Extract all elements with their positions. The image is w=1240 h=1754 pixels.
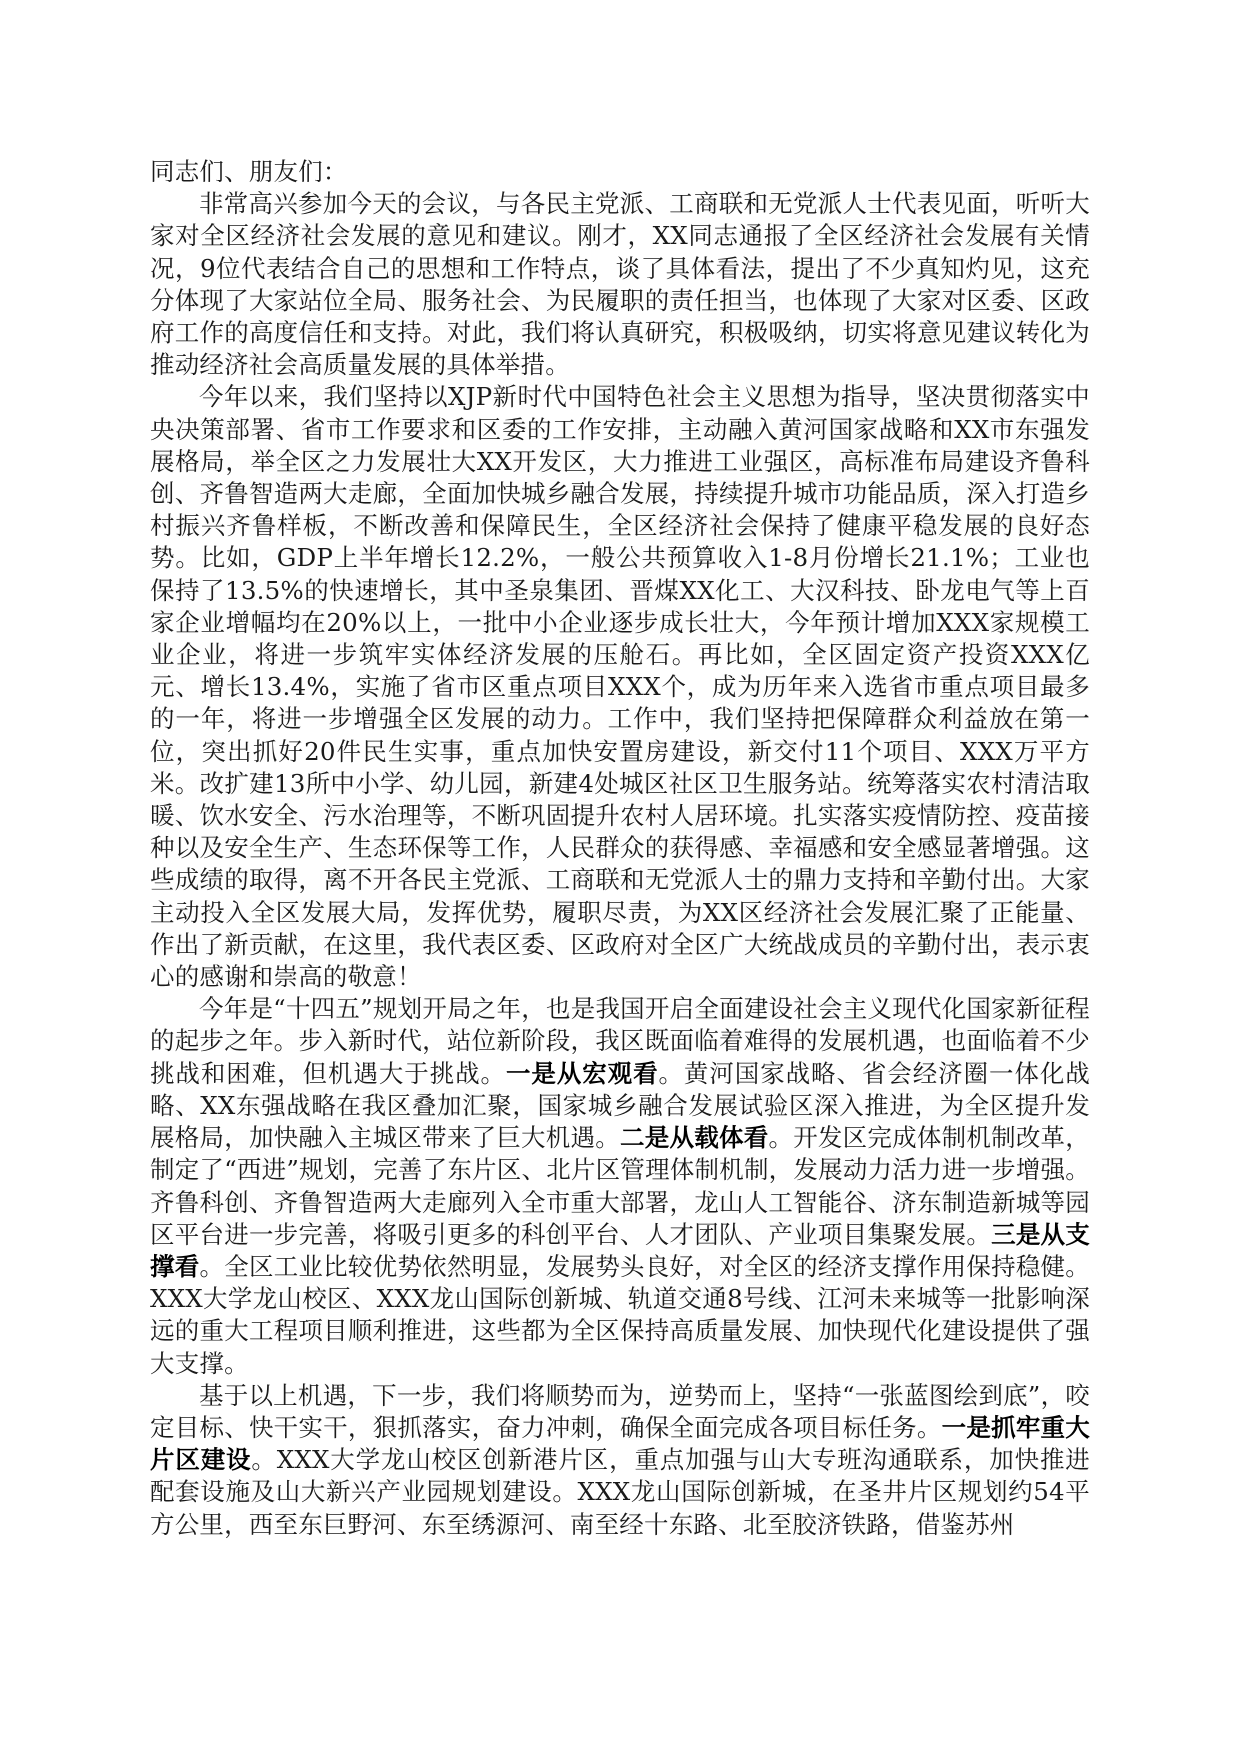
paragraph-1 — [150, 188, 1090, 381]
paragraph-4-point-district: 一是抓牢重大片区建设 — [150, 1412, 1090, 1475]
paragraph-2 — [150, 381, 1090, 993]
paragraph-4 — [150, 1380, 1090, 1541]
paragraph-3-point-macro: 一是从宏观看 — [505, 1058, 659, 1088]
paragraph-1-text: 非常高兴参加今天的会议，与各民主党派、工商联和无党派人士代表见面，听听大家对全区经济社会发展的意见和建议。刚才，XX同志通报了全区经济社会发展有关情况，9位代表结合自己的思想和工作特点，谈了具体看法，提出了不少真知灼见，这充分体现了大家站位全局、服务社会、为民履职的责任担当，也体现了大家对区委、区政府工作的高度信任和支持。对此，我们将认真研究，积极吸纳，切实将意见建议转化为推动经济社会高质量发展的具体举措。 — [150, 189, 1090, 380]
salutation: 同志们、朋友们： — [150, 157, 348, 186]
paragraph-3 — [150, 993, 1090, 1379]
paragraph-3-text-macro: 。黄河国家战略、省会经济圈一体化战略、XX东强战略在我区叠加汇聚，国家城乡融合发展试验区深入推进，为全区提升发展格局，加快融入主城区带来了巨大机遇。 — [150, 1058, 1090, 1153]
paragraph-2-text: 今年以来，我们坚持以XJP新时代中国特色社会主义思想为指导，坚决贯彻落实中央决策部署、省市工作要求和区委的工作安排，主动融入黄河国家战略和XX市东强发展格局，举全区之力发展壮大XX开发区，大力推进工业强区，高标准布局建设齐鲁科创、齐鲁智造两大走廊，全面加快城乡融合发展，持续提升城市功能品质，深入打造乡村振兴齐鲁样板，不断改善和保障民生，全区经济社会保持了健康平稳发展的良好态势。比如，GDP上半年增长12.2%，一般公共预算收入1-8月份增长21.1%；工业也保持了13.5%的快速增长，其中圣泉集团、晋煤XX化工、大汉科技、卧龙电气等上百家企业增幅均在20%以上，一批中小企业逐步成长壮大，今年预计增加XXX家规模工业企业，将进一步筑牢实体经济发展的压舱石。再比如，全区固定资产投资XXX亿元、增长13.4%，实施了省市区重点项目XXX个，成为历年来入选省市重点项目最多的一年，将进一步增强全区发展的动力。工作中，我们坚持把保障群众利益放在第一位，突出抓好20件民生实事，重点加快安置房建设，新交付11个项目、XXX万平方米。改扩建13所中小学、幼儿园，新建4处城区社区卫生服务站。统筹落实农村清洁取暖、饮水安全、污水治理等，不断巩固提升农村人居环境。扎实落实疫情防控、疫苗接种以及安全生产、生态环保等工作，人民群众的获得感、幸福感和安全感显著增强。这些成绩的取得，离不开各民主党派、工商联和无党派人士的鼎力支持和辛勤付出。大家主动投入全区发展大局，发挥优势，履职尽责，为XX区经济社会发展汇聚了正能量、作出了新贡献，在这里，我代表区委、区政府对全区广大统战成员的辛勤付出，表示衷心的感谢和崇高的敬意！ — [150, 382, 1090, 992]
document-body — [150, 156, 1090, 1541]
paragraph-3-text-carrier: 。开发区完成体制机制改革，制定了“西进”规划，完善了东片区、北片区管理体制机制，发展动力活力进一步增强。齐鲁科创、齐鲁智造两大走廊列入全市重大部署，龙山人工智能谷、济东制造新城等园区平台进一步完善，将吸引更多的科创平台、人才团队、产业项目集聚发展。 — [150, 1123, 1090, 1249]
paragraph-3-text-intro: 今年是“十四五”规划开局之年，也是我国开启全面建设社会主义现代化国家新征程的起步之年。步入新时代，站位新阶段，我区既面临着难得的发展机遇，也面临着不少挑战和困难，但机遇大于挑战。 — [150, 994, 1090, 1088]
paragraph-3-text-support: 。全区工业比较优势依然明显，发展势头良好，对全区的经济支撑作用保持稳健。XXX大学龙山校区、XXX龙山国际创新城、轨道交通8号线、江河未来城等一批影响深远的重大工程项目顺利推进，这些都为全区保持高质量发展、加快现代化建设提供了强大支撑。 — [150, 1251, 1090, 1378]
paragraph-3-point-carrier: 二是从载体看 — [620, 1123, 769, 1153]
paragraph-4-text-district: 。XXX大学龙山校区创新港片区，重点加强与山大专班沟通联系，加快推进配套设施及山大新兴产业园规划建设。XXX龙山国际创新城，在圣井片区规划约54平方公里，西至东巨野河、东至绣源河、南至经十东路、北至胶济铁路，借鉴苏州 — [150, 1445, 1090, 1539]
paragraph-4-text-intro: 基于以上机遇，下一步，我们将顺势而为，逆势而上，坚持“一张蓝图绘到底”，咬定目标、快干实干，狠抓落实，奋力冲刺，确保全面完成各项目标任务。 — [150, 1380, 1090, 1442]
paragraph-3-point-support: 三是从支撑看 — [150, 1219, 1090, 1281]
